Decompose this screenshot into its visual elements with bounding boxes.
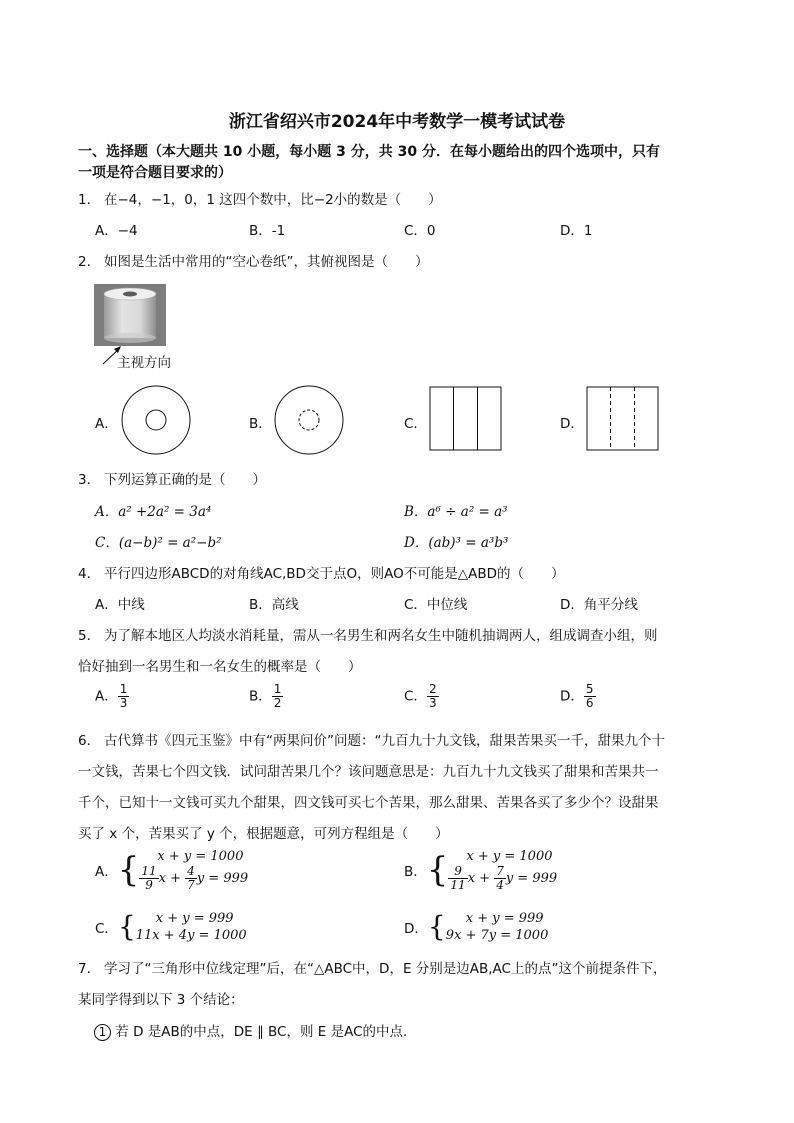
question-stem: 为了解本地区人均淡水消耗量，需从一名男生和两名女生中随机抽调两人，组成调查小组，则 [104, 628, 658, 644]
q5-option-a [95, 683, 129, 710]
question-5-line1 [78, 624, 658, 644]
q3-option-b: B．a⁶ ÷ a² = a³ [404, 504, 508, 520]
question-stem: 学习了“三角形中位线定理”后，在“△ABC中，D，E 分别是边AB,AC上的点”这个前提条件下， [104, 961, 667, 977]
fraction: $\frac{1}{3}$ [119, 682, 128, 710]
q1-option-b: B．-1 [249, 223, 286, 239]
section-heading-line2: 一项是符合题目要求的） [78, 165, 232, 181]
q2-option-c-figure [429, 386, 503, 452]
equation-2: 11x + 4y = 1000 [135, 928, 247, 943]
question-3 [78, 468, 266, 488]
option-label: B． [404, 864, 427, 880]
question-number: 5． [78, 628, 101, 644]
question-2 [78, 250, 429, 270]
question-6-line4: 买了 x 个，苦果买了 y 个，根据题意，可列方程组是（ ） [78, 826, 449, 842]
conclusion-text: 若 D 是AB的中点，DE ∥ BC，则 E 是AC的中点． [115, 1024, 417, 1040]
q4-option-a: A．中线 [95, 597, 145, 613]
equation-2: $\frac{9}{11}$ x + $\frac{7}{4}$ y = 999 [450, 864, 558, 892]
view-direction-caption: 主视方向 [117, 355, 171, 371]
question-1 [78, 188, 442, 208]
question-6-line1 [78, 729, 665, 749]
q5-option-d [560, 683, 596, 710]
question-number: 3． [78, 472, 101, 488]
equation-2: $\frac{11}{9}$ x + $\frac{4}{7}$ y = 999 [141, 864, 249, 892]
q5-option-b [249, 683, 283, 710]
option-label: D． [560, 688, 584, 705]
section-heading-line1: 一、选择题（本大题共 10 小题，每小题 3 分，共 30 分．在每小题给出的四个选项中，只有 [78, 144, 660, 160]
equation-1: x + y = 1000 [157, 849, 244, 864]
question-stem: 下列运算正确的是（ ） [104, 472, 266, 488]
question-5-line2: 恰好抽到一名男生和一名女生的概率是（ ） [78, 659, 362, 675]
option-label: C． [404, 688, 427, 705]
equation-1: x + y = 999 [155, 911, 234, 926]
q2-option-b-figure [273, 384, 345, 456]
fraction: $\frac{5}{6}$ [585, 682, 594, 710]
q3-option-c: C．(a−b)² = a²−b² [95, 535, 222, 551]
question-number: 2． [78, 254, 101, 270]
q5-option-c [404, 683, 439, 710]
q2-option-d-figure [586, 386, 660, 452]
q2-option-b-label: B． [249, 416, 272, 432]
fraction: $\frac{2}{3}$ [428, 682, 437, 710]
page-title: 浙江省绍兴市2024年中考数学一模考试试卷 [228, 112, 566, 132]
conclusion-number-mark: 1 [94, 1024, 111, 1041]
equation-2: 9x + 7y = 1000 [445, 928, 549, 943]
question-stem: 古代算书《四元玉鉴》中有“两果问价”问题：“九百九十九文钱，甜果苦果买一千，甜果九个十 [104, 733, 665, 749]
question-number: 4． [78, 566, 101, 582]
q2-option-c-label: C． [404, 416, 427, 432]
question-stem: 在−4，−1，0，1 这四个数中，比−2小的数是（ ） [104, 192, 442, 208]
question-6-line3: 千个，已知十一文钱可买九个甜果，四文钱可买七个苦果，那么甜果、苦果各买了多少个？设甜果 [78, 795, 659, 811]
question-7-line2: 某同学得到以下 3 个结论： [78, 992, 244, 1008]
option-label: A． [95, 688, 118, 705]
q4-option-c: C．中位线 [404, 597, 468, 613]
q2-option-a-label: A． [95, 416, 118, 432]
option-label: D． [404, 921, 428, 937]
option-label: B． [249, 688, 272, 705]
q7-conclusion-1 [94, 1020, 417, 1041]
q6-option-d: D．{ x + y = 999 9x + 7y = 1000 [404, 910, 549, 943]
question-6-line2: 一文钱，苦果七个四文钱．试问甜苦果几个？该问题意思是：九百九十九文钱买了甜果和苦果共一 [78, 764, 659, 780]
question-4 [78, 562, 564, 582]
option-label: C． [95, 921, 118, 937]
fraction: $\frac{1}{2}$ [273, 682, 282, 710]
question-7-line1 [78, 957, 666, 977]
q6-option-a: A．{ x + y = 1000 $\frac{11}{9}$ x + $\frac{4}{7}$ y = 999 [95, 849, 249, 892]
q4-option-b: B．高线 [249, 597, 299, 613]
question-number: 7． [78, 961, 101, 977]
question-number: 1． [78, 192, 101, 208]
q1-option-a: A．−4 [95, 223, 138, 239]
q3-option-d: D．(ab)³ = a³b³ [404, 535, 509, 551]
equation-1: x + y = 999 [465, 911, 544, 926]
q1-option-d: D．1 [560, 223, 593, 239]
q2-option-d-label: D． [560, 416, 584, 432]
q6-option-c: C．{ x + y = 999 11x + 4y = 1000 [95, 910, 247, 943]
question-number: 6． [78, 733, 101, 749]
q3-option-a: A．a² +2a² = 3a⁴ [95, 504, 212, 520]
question-stem: 如图是生活中常用的“空心卷纸”，其俯视图是（ ） [104, 254, 429, 270]
option-label: A． [95, 864, 118, 880]
q6-option-b: B．{ x + y = 1000 $\frac{9}{11}$ x + $\frac{7}{4}$ y = 999 [404, 849, 558, 892]
equation-1: x + y = 1000 [466, 849, 553, 864]
question-stem: 平行四边形ABCD的对角线AC,BD交于点O，则AO不可能是△ABD的（ ） [104, 566, 565, 582]
q2-option-a-figure [120, 384, 192, 456]
q1-option-c: C．0 [404, 223, 436, 239]
q4-option-d: D．角平分线 [560, 597, 638, 613]
